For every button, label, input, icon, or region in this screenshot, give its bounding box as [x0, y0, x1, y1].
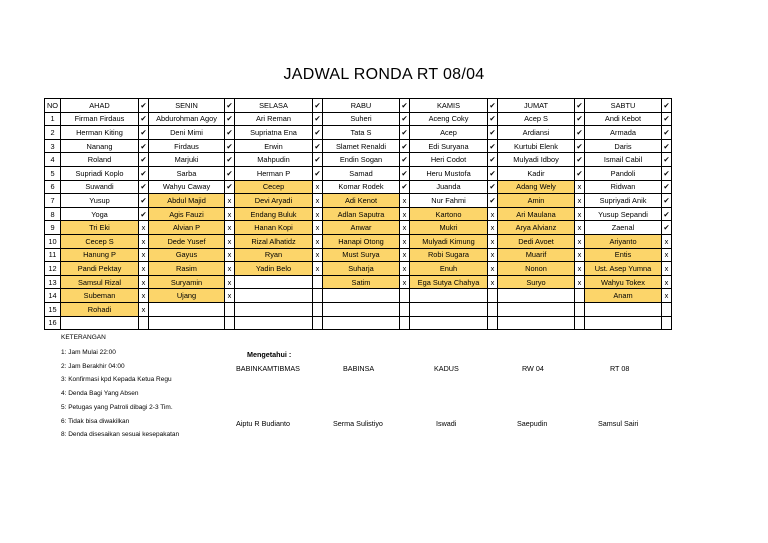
table-row: [45, 275, 672, 289]
member-name-cell: Samsul Rizal: [61, 275, 139, 289]
attendance-mark: ✔: [313, 166, 323, 180]
attendance-mark: x: [400, 262, 410, 276]
member-name-cell: Mukri: [410, 221, 488, 235]
member-name-cell: Robi Sugara: [410, 248, 488, 262]
member-name-cell: [149, 316, 225, 330]
member-name-cell: Muarif: [498, 248, 575, 262]
member-name-cell: [235, 316, 313, 330]
attendance-mark: ✔: [662, 194, 672, 208]
member-name-cell: Suheri: [323, 112, 400, 126]
attendance-mark: [488, 316, 498, 330]
attendance-mark: ✔: [488, 194, 498, 208]
header-check-mark: ✔: [225, 99, 235, 113]
attendance-mark: ✔: [139, 112, 149, 126]
name-rt: Samsul Sairi: [598, 419, 639, 428]
attendance-mark: ✔: [575, 126, 585, 140]
member-name-cell: Yadin Belo: [235, 262, 313, 276]
member-name-cell: Agis Fauzi: [149, 207, 225, 221]
attendance-mark: ✔: [488, 180, 498, 194]
note-item: 3: Konfirmasi kpd Kepada Ketua Regu: [61, 376, 172, 383]
attendance-mark: x: [400, 207, 410, 221]
attendance-mark: x: [488, 207, 498, 221]
member-name-cell: Dedi Avoet: [498, 234, 575, 248]
schedule-table: [44, 98, 672, 330]
header-day-rabu: RABU: [323, 99, 400, 113]
member-name-cell: Aceng Coky: [410, 112, 488, 126]
member-name-cell: [323, 289, 400, 303]
member-name-cell: Subeman: [61, 289, 139, 303]
member-name-cell: [323, 302, 400, 316]
member-name-cell: Pandoli: [585, 166, 662, 180]
attendance-mark: [139, 316, 149, 330]
member-name-cell: Nanang: [61, 139, 139, 153]
member-name-cell: Hanapi Otong: [323, 234, 400, 248]
member-name-cell: Wahyu Caway: [149, 180, 225, 194]
attendance-mark: ✔: [313, 139, 323, 153]
role-babinkamtibmas: BABINKAMTIBMAS: [236, 364, 300, 373]
row-number: 15: [45, 302, 61, 316]
member-name-cell: Ega Sutya Chahya: [410, 275, 488, 289]
member-name-cell: Acep S: [498, 112, 575, 126]
attendance-mark: x: [139, 289, 149, 303]
member-name-cell: Supriadi Koplo: [61, 166, 139, 180]
row-number: 13: [45, 275, 61, 289]
attendance-mark: x: [225, 194, 235, 208]
attendance-mark: ✔: [139, 126, 149, 140]
row-number: 8: [45, 207, 61, 221]
attendance-mark: x: [139, 248, 149, 262]
row-number: 5: [45, 166, 61, 180]
attendance-mark: ✔: [225, 112, 235, 126]
attendance-mark: [488, 302, 498, 316]
attendance-mark: ✔: [575, 153, 585, 167]
attendance-mark: x: [225, 262, 235, 276]
attendance-mark: ✔: [575, 139, 585, 153]
member-name-cell: Hanan Kopi: [235, 221, 313, 235]
row-number: 12: [45, 262, 61, 276]
attendance-mark: x: [662, 234, 672, 248]
role-rt: RT 08: [610, 364, 630, 373]
attendance-mark: [313, 302, 323, 316]
header-day-kamis: KAMIS: [410, 99, 488, 113]
attendance-mark: ✔: [575, 166, 585, 180]
member-name-cell: Adi Kenot: [323, 194, 400, 208]
member-name-cell: Herman Kiting: [61, 126, 139, 140]
attendance-mark: [313, 316, 323, 330]
member-name-cell: Hanung P: [61, 248, 139, 262]
attendance-mark: ✔: [488, 166, 498, 180]
note-item: 6: Tidak bisa diwakilkan: [61, 418, 130, 425]
member-name-cell: Tata S: [323, 126, 400, 140]
attendance-mark: ✔: [400, 139, 410, 153]
member-name-cell: [235, 302, 313, 316]
role-kadus: KADUS: [434, 364, 459, 373]
member-name-cell: Firman Firdaus: [61, 112, 139, 126]
row-number: 1: [45, 112, 61, 126]
member-name-cell: Dede Yusef: [149, 234, 225, 248]
attendance-mark: x: [313, 262, 323, 276]
header-day-senin: SENIN: [149, 99, 225, 113]
attendance-mark: x: [662, 248, 672, 262]
member-name-cell: Zaenal: [585, 221, 662, 235]
page-title: JADWAL RONDA RT 08/04: [283, 66, 485, 83]
table-row: [45, 112, 672, 126]
attendance-mark: ✔: [225, 153, 235, 167]
attendance-mark: x: [488, 248, 498, 262]
attendance-mark: x: [575, 234, 585, 248]
attendance-mark: x: [225, 275, 235, 289]
row-number: 6: [45, 180, 61, 194]
attendance-mark: [225, 316, 235, 330]
attendance-mark: ✔: [662, 112, 672, 126]
header-row: [45, 99, 672, 113]
member-name-cell: Firdaus: [149, 139, 225, 153]
member-name-cell: [585, 316, 662, 330]
attendance-mark: [225, 302, 235, 316]
attendance-mark: x: [575, 275, 585, 289]
note-item: 8: Denda disesaikan sesuai kesepakatan: [61, 431, 180, 438]
member-name-cell: Supriyadi Anik: [585, 194, 662, 208]
member-name-cell: Kadir: [498, 166, 575, 180]
attendance-mark: ✔: [313, 153, 323, 167]
attendance-mark: x: [575, 221, 585, 235]
member-name-cell: [61, 316, 139, 330]
member-name-cell: Heri Codot: [410, 153, 488, 167]
member-name-cell: Erwin: [235, 139, 313, 153]
header-day-selasa: SELASA: [235, 99, 313, 113]
member-name-cell: Samad: [323, 166, 400, 180]
table-row: [45, 289, 672, 303]
attendance-mark: x: [313, 248, 323, 262]
attendance-mark: [662, 316, 672, 330]
note-item: 4: Denda Bagi Yang Absen: [61, 390, 139, 397]
attendance-mark: x: [400, 194, 410, 208]
row-number: 9: [45, 221, 61, 235]
member-name-cell: Komar Rodek: [323, 180, 400, 194]
member-name-cell: [498, 302, 575, 316]
member-name-cell: Ari Reman: [235, 112, 313, 126]
member-name-cell: Cecep S: [61, 234, 139, 248]
member-name-cell: Abdul Majid: [149, 194, 225, 208]
attendance-mark: ✔: [139, 207, 149, 221]
name-kadus: Iswadi: [436, 419, 457, 428]
member-name-cell: Devi Aryadi: [235, 194, 313, 208]
member-name-cell: Edi Suryana: [410, 139, 488, 153]
name-babinkamtibmas: Aiptu R Budianto: [236, 419, 290, 428]
member-name-cell: Abdurohman Agoy: [149, 112, 225, 126]
header-day-ahad: AHAD: [61, 99, 139, 113]
note-item: 5: Petugas yang Patroli dibagi 2-3 Tim.: [61, 404, 173, 411]
member-name-cell: Slamet Renaldi: [323, 139, 400, 153]
header-check-mark: ✔: [400, 99, 410, 113]
member-name-cell: Ridwan: [585, 180, 662, 194]
attendance-mark: [575, 316, 585, 330]
attendance-mark: [662, 302, 672, 316]
row-number: 2: [45, 126, 61, 140]
header-day-jumat: JUMAT: [498, 99, 575, 113]
member-name-cell: Roland: [61, 153, 139, 167]
attendance-mark: x: [575, 180, 585, 194]
attendance-mark: ✔: [139, 153, 149, 167]
member-name-cell: Satim: [323, 275, 400, 289]
attendance-mark: [313, 289, 323, 303]
attendance-mark: ✔: [488, 126, 498, 140]
member-name-cell: Yusup Sepandi: [585, 207, 662, 221]
attendance-mark: ✔: [662, 139, 672, 153]
member-name-cell: Ust. Asep Yumna: [585, 262, 662, 276]
attendance-mark: x: [400, 248, 410, 262]
row-number: 14: [45, 289, 61, 303]
table-row: [45, 126, 672, 140]
table-row: [45, 207, 672, 221]
attendance-mark: ✔: [400, 166, 410, 180]
member-name-cell: Daris: [585, 139, 662, 153]
member-name-cell: Ari Maulana: [498, 207, 575, 221]
attendance-mark: x: [575, 248, 585, 262]
role-rw: RW 04: [522, 364, 544, 373]
attendance-mark: ✔: [139, 194, 149, 208]
member-name-cell: Heru Mustofa: [410, 166, 488, 180]
member-name-cell: Mulyadi Kimung: [410, 234, 488, 248]
member-name-cell: Herman P: [235, 166, 313, 180]
attendance-mark: ✔: [225, 166, 235, 180]
attendance-mark: ✔: [575, 112, 585, 126]
member-name-cell: Armada: [585, 126, 662, 140]
member-name-cell: Cecep: [235, 180, 313, 194]
name-babinsa: Serma Sulistiyo: [333, 419, 383, 428]
member-name-cell: Rohadi: [61, 302, 139, 316]
attendance-mark: ✔: [313, 126, 323, 140]
mengetahui-label: Mengetahui :: [247, 350, 292, 359]
member-name-cell: Ryan: [235, 248, 313, 262]
header-day-sabtu: SABTU: [585, 99, 662, 113]
attendance-mark: x: [313, 207, 323, 221]
member-name-cell: Mulyadi Idboy: [498, 153, 575, 167]
note-item: 1: Jam Mulai 22:00: [61, 349, 116, 356]
row-number: 11: [45, 248, 61, 262]
attendance-mark: x: [488, 221, 498, 235]
attendance-mark: x: [400, 234, 410, 248]
attendance-mark: x: [575, 194, 585, 208]
attendance-mark: x: [662, 289, 672, 303]
attendance-mark: x: [488, 275, 498, 289]
member-name-cell: Enuh: [410, 262, 488, 276]
attendance-mark: ✔: [488, 153, 498, 167]
header-check-mark: ✔: [575, 99, 585, 113]
attendance-mark: x: [662, 262, 672, 276]
attendance-mark: [575, 302, 585, 316]
member-name-cell: [235, 275, 313, 289]
member-name-cell: Rasim: [149, 262, 225, 276]
member-name-cell: Anam: [585, 289, 662, 303]
member-name-cell: Adlan Saputra: [323, 207, 400, 221]
member-name-cell: Marjuki: [149, 153, 225, 167]
member-name-cell: Suwandi: [61, 180, 139, 194]
attendance-mark: x: [575, 207, 585, 221]
attendance-mark: ✔: [313, 112, 323, 126]
attendance-mark: [575, 289, 585, 303]
member-name-cell: Nur Fahmi: [410, 194, 488, 208]
member-name-cell: Must Surya: [323, 248, 400, 262]
table-row: [45, 194, 672, 208]
attendance-mark: x: [313, 180, 323, 194]
table-row: [45, 139, 672, 153]
attendance-mark: ✔: [662, 166, 672, 180]
attendance-mark: ✔: [225, 126, 235, 140]
member-name-cell: Ujang: [149, 289, 225, 303]
member-name-cell: Sarba: [149, 166, 225, 180]
attendance-mark: x: [400, 221, 410, 235]
attendance-mark: ✔: [662, 180, 672, 194]
attendance-mark: ✔: [139, 166, 149, 180]
member-name-cell: [323, 316, 400, 330]
member-name-cell: [235, 289, 313, 303]
member-name-cell: Amin: [498, 194, 575, 208]
attendance-mark: ✔: [662, 153, 672, 167]
member-name-cell: Juanda: [410, 180, 488, 194]
attendance-mark: x: [139, 262, 149, 276]
attendance-mark: ✔: [400, 112, 410, 126]
header-check-mark: ✔: [139, 99, 149, 113]
attendance-mark: [488, 289, 498, 303]
attendance-mark: x: [662, 275, 672, 289]
attendance-mark: ✔: [225, 139, 235, 153]
member-name-cell: Alvian P: [149, 221, 225, 235]
name-rw: Saepudin: [517, 419, 548, 428]
table-row: [45, 262, 672, 276]
header-check-mark: ✔: [662, 99, 672, 113]
member-name-cell: Ariyanto: [585, 234, 662, 248]
member-name-cell: [585, 302, 662, 316]
table-row: [45, 180, 672, 194]
member-name-cell: Rizal Alhatidz: [235, 234, 313, 248]
member-name-cell: [498, 289, 575, 303]
member-name-cell: Gayus: [149, 248, 225, 262]
note-item: 2: Jam Berakhir 04:00: [61, 363, 125, 370]
attendance-mark: ✔: [488, 112, 498, 126]
table-row: [45, 234, 672, 248]
member-name-cell: Mahpudin: [235, 153, 313, 167]
attendance-mark: x: [225, 289, 235, 303]
row-number: 16: [45, 316, 61, 330]
member-name-cell: Endang Buluk: [235, 207, 313, 221]
table-row: [45, 221, 672, 235]
attendance-mark: ✔: [139, 139, 149, 153]
attendance-mark: x: [139, 275, 149, 289]
attendance-mark: x: [225, 207, 235, 221]
attendance-mark: x: [139, 221, 149, 235]
member-name-cell: Pandi Pektay: [61, 262, 139, 276]
member-name-cell: Kurtubi Elenk: [498, 139, 575, 153]
role-babinsa: BABINSA: [343, 364, 375, 373]
row-number: 3: [45, 139, 61, 153]
table-row: [45, 248, 672, 262]
member-name-cell: Acep: [410, 126, 488, 140]
attendance-mark: [400, 289, 410, 303]
attendance-mark: x: [139, 302, 149, 316]
member-name-cell: Yusup: [61, 194, 139, 208]
member-name-cell: Arya Alvianz: [498, 221, 575, 235]
member-name-cell: Suharja: [323, 262, 400, 276]
member-name-cell: Wahyu Tokex: [585, 275, 662, 289]
attendance-mark: x: [313, 221, 323, 235]
header-check-mark: ✔: [313, 99, 323, 113]
member-name-cell: Entis: [585, 248, 662, 262]
attendance-mark: x: [313, 234, 323, 248]
row-number: 7: [45, 194, 61, 208]
table-row: [45, 302, 672, 316]
member-name-cell: Ismail Cabil: [585, 153, 662, 167]
attendance-mark: ✔: [488, 139, 498, 153]
member-name-cell: Kartono: [410, 207, 488, 221]
member-name-cell: Anwar: [323, 221, 400, 235]
attendance-mark: ✔: [400, 126, 410, 140]
attendance-mark: x: [575, 262, 585, 276]
attendance-mark: x: [225, 221, 235, 235]
member-name-cell: [498, 316, 575, 330]
attendance-mark: [313, 275, 323, 289]
attendance-mark: ✔: [662, 207, 672, 221]
member-name-cell: [410, 316, 488, 330]
attendance-mark: [400, 316, 410, 330]
row-number: 10: [45, 234, 61, 248]
header-no: NO: [45, 99, 61, 113]
attendance-mark: x: [400, 275, 410, 289]
member-name-cell: [410, 289, 488, 303]
row-number: 4: [45, 153, 61, 167]
member-name-cell: Suryamin: [149, 275, 225, 289]
attendance-mark: ✔: [139, 180, 149, 194]
member-name-cell: Tri Eki: [61, 221, 139, 235]
attendance-mark: ✔: [225, 180, 235, 194]
member-name-cell: Deni Mimi: [149, 126, 225, 140]
member-name-cell: Supriatna Ena: [235, 126, 313, 140]
table-row: [45, 153, 672, 167]
member-name-cell: [149, 302, 225, 316]
member-name-cell: Yoga: [61, 207, 139, 221]
attendance-mark: ✔: [662, 126, 672, 140]
member-name-cell: Endin Sogan: [323, 153, 400, 167]
member-name-cell: Adang Wely: [498, 180, 575, 194]
attendance-mark: x: [313, 194, 323, 208]
attendance-mark: x: [139, 234, 149, 248]
attendance-mark: x: [225, 234, 235, 248]
attendance-mark: x: [488, 234, 498, 248]
member-name-cell: Suryo: [498, 275, 575, 289]
table-row: [45, 316, 672, 330]
member-name-cell: Ardiansi: [498, 126, 575, 140]
attendance-mark: x: [225, 248, 235, 262]
member-name-cell: [410, 302, 488, 316]
header-check-mark: ✔: [488, 99, 498, 113]
attendance-mark: ✔: [662, 221, 672, 235]
notes-heading: KETERANGAN: [61, 334, 106, 341]
attendance-mark: x: [488, 262, 498, 276]
table-row: [45, 166, 672, 180]
member-name-cell: Nonon: [498, 262, 575, 276]
attendance-mark: [400, 302, 410, 316]
attendance-mark: ✔: [400, 180, 410, 194]
member-name-cell: Andi Kebot: [585, 112, 662, 126]
attendance-mark: ✔: [400, 153, 410, 167]
